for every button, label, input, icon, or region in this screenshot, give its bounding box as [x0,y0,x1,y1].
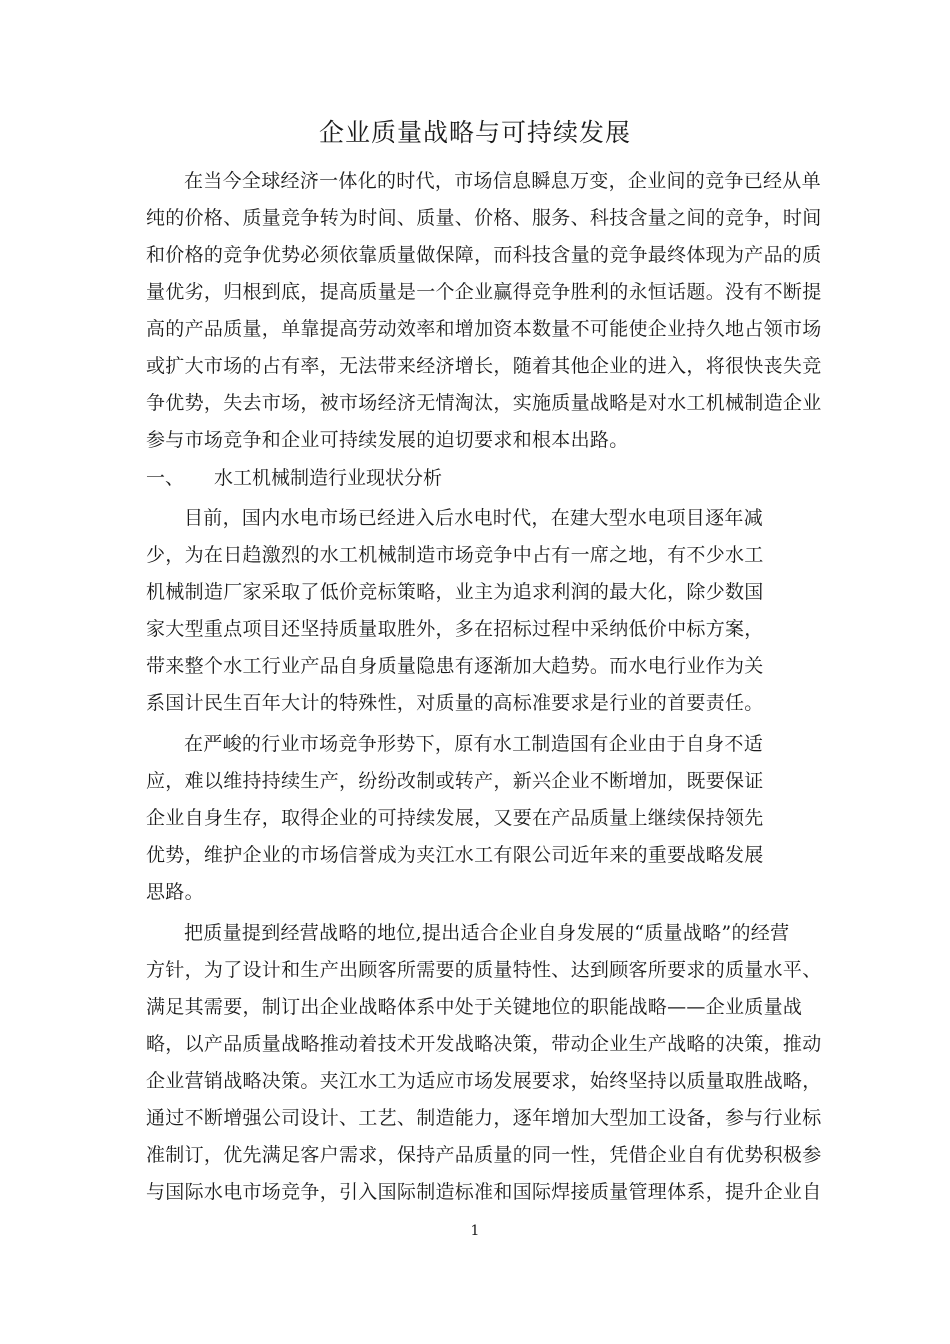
paragraph-line: 高的产品质量，单靠提高劳动效率和增加资本数量不可能使企业持久地占领市场 [146,318,822,340]
paragraph-line: 准制订，优先满足客户需求，保持产品质量的同一性，凭借企业自有优势积极参 [146,1144,822,1166]
paragraph-line: 在严峻的行业市场竞争形势下，原有水工制造国有企业由于自身不适 [184,733,764,755]
section-number: 一、 [146,467,185,489]
paragraph-line: 量优劣，归根到底，提高质量是一个企业赢得竞争胜利的永恒话题。没有不断提 [146,281,822,303]
paragraph-line: 与国际水电市场竞争，引入国际制造标准和国际焊接质量管理体系，提升企业自 [146,1181,822,1203]
paragraph-line: 参与市场竞争和企业可持续发展的迫切要求和根本出路。 [146,429,629,451]
paragraph-line: 方针，为了设计和生产出顾客所需要的质量特性、达到顾客所要求的质量水平、 [146,959,822,981]
paragraph-line: 纯的价格、质量竞争转为时间、质量、价格、服务、科技含量之间的竞争，时间 [146,207,822,229]
paragraph-line: 应，难以维持持续生产，纷纷改制或转产，新兴企业不断增加，既要保证 [146,770,764,792]
paragraph-line: 把质量提到经营战略的地位,提出适合企业自身发展的“质量战略”的经营 [184,922,790,944]
paragraph-line: 企业自身生存，取得企业的可持续发展，又要在产品质量上继续保持领先 [146,807,764,829]
paragraph-line: 通过不断增强公司设计、工艺、制造能力，逐年增加大型加工设备，参与行业标 [146,1107,822,1129]
section-title: 水工机械制造行业现状分析 [214,467,443,489]
paragraph-line: 或扩大市场的占有率，无法带来经济增长，随着其他企业的进入，将很快丧失竞 [146,355,822,377]
paragraph-line: 带来整个水工行业产品自身质量隐患有逐渐加大趋势。而水电行业作为关 [146,655,764,677]
document-title: 企业质量战略与可持续发展 [318,118,631,147]
paragraph-line: 目前，国内水电市场已经进入后水电时代，在建大型水电项目逐年减 [184,507,764,529]
paragraph-line: 企业营销战略决策。夹江水工为适应市场发展要求，始终坚持以质量取胜战略， [146,1070,822,1092]
paragraph-line: 在当今全球经济一体化的时代，市场信息瞬息万变，企业间的竞争已经从单 [184,170,821,192]
paragraph-line: 思路。 [146,881,204,903]
paragraph-line: 满足其需要，制订出企业战略体系中处于关键地位的职能战略——企业质量战 [146,996,803,1018]
paragraph-line: 家大型重点项目还坚持质量取胜外，多在招标过程中采纳低价中标方案， [146,618,764,640]
paragraph-line: 少，为在日趋激烈的水工机械制造市场竞争中占有一席之地，有不少水工 [146,544,764,566]
paragraph-line: 系国计民生百年大计的特殊性，对质量的高标准要求是行业的首要责任。 [146,692,764,714]
paragraph-line: 和价格的竞争优势必须依靠质量做保障，而科技含量的竞争最终体现为产品的质 [146,244,822,266]
page-number: 1 [470,1223,480,1239]
paragraph-line: 机械制造厂家采取了低价竞标策略，业主为追求利润的最大化，除少数国 [146,581,764,603]
paragraph-line: 优势，维护企业的市场信誉成为夹江水工有限公司近年来的重要战略发展 [146,844,764,866]
section-heading [146,465,442,491]
paragraph-line: 略，以产品质量战略推动着技术开发战略决策，带动企业生产战略的决策，推动 [146,1033,822,1055]
paragraph-line: 争优势，失去市场，被市场经济无情淘汰，实施质量战略是对水工机械制造企业 [146,392,822,414]
